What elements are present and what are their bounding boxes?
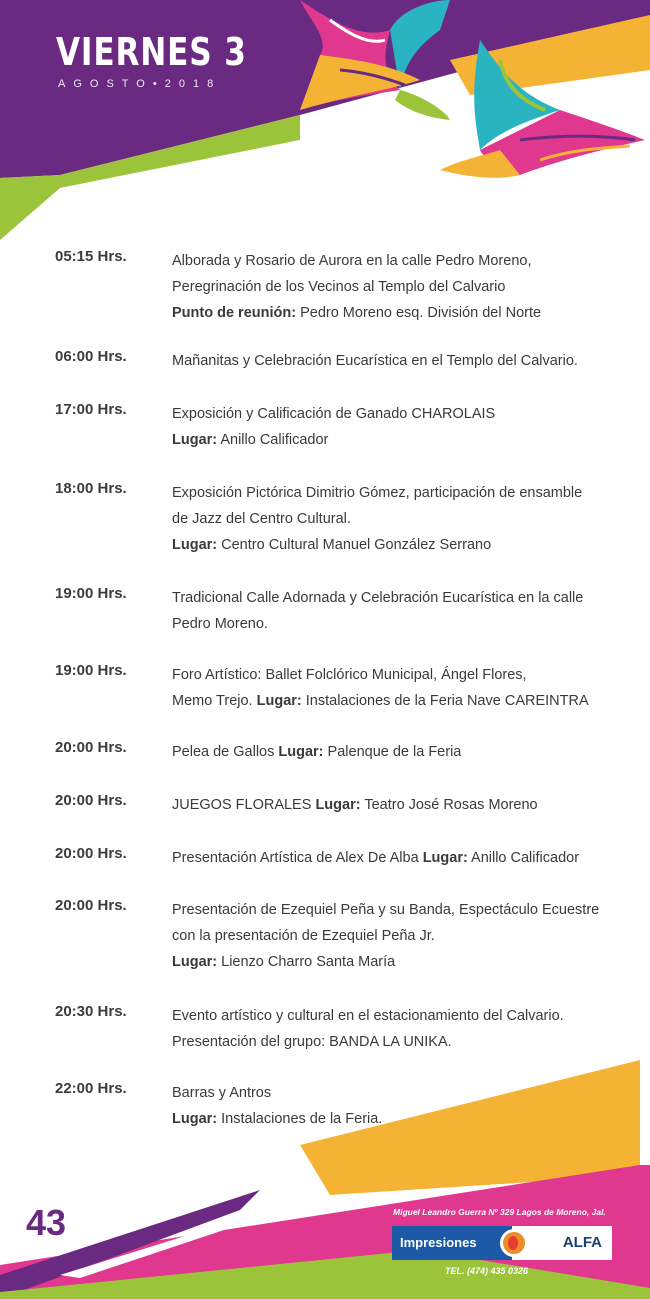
event-description [172, 401, 642, 453]
event-description [172, 845, 642, 871]
event-time: 20:30 Hrs. [55, 1003, 127, 1020]
event-time: 05:15 Hrs. [55, 248, 127, 265]
event-line [172, 1003, 642, 1029]
event-text: Memo Trejo. [172, 693, 253, 709]
event-line [172, 274, 642, 300]
event-description [172, 348, 642, 374]
event-text: Instalaciones de la Feria Nave CAREINTRA [305, 693, 589, 709]
event-time: 20:00 Hrs. [55, 845, 127, 862]
event-line [172, 348, 642, 374]
event-line [172, 845, 642, 871]
event-text: Anillo Calificador [220, 432, 329, 448]
sponsor-address: Miguel Leandro Guerra Nº 329 Lagos de Moreno, Jal. [393, 1207, 606, 1217]
event-time: 20:00 Hrs. [55, 739, 127, 756]
event-text: Exposición Pictórica Dimitrio Gómez, participación de ensamble [172, 485, 583, 501]
event-label: Lugar: [172, 954, 218, 970]
page-number: 43 [26, 1202, 67, 1243]
event-text: Exposición y Calificación de Ganado CHAROLAIS [172, 406, 496, 422]
event-text: Barras y Antros [172, 1085, 272, 1101]
event-text: Presentación del grupo: BANDA LA UNIKA. [172, 1034, 452, 1050]
event-description [172, 585, 642, 637]
logo-left-text: Impresiones [392, 1226, 512, 1260]
event-text: Pedro Moreno. [172, 616, 268, 632]
event-text: Evento artístico y cultural en el estacionamiento del Calvario. [172, 1008, 564, 1024]
event-time: 19:00 Hrs. [55, 662, 127, 679]
event-text: Palenque de la Feria [327, 744, 462, 760]
event-text: Tradicional Calle Adornada y Celebración Eucarística en la calle [172, 590, 584, 606]
header-banner [0, 0, 650, 240]
page-title: VIERNES 3 [56, 30, 247, 74]
event-text: con la presentación de Ezequiel Peña Jr. [172, 928, 435, 944]
event-line [172, 480, 642, 506]
footer-banner [0, 1060, 650, 1299]
event-time: 20:00 Hrs. [55, 897, 127, 914]
event-line [172, 585, 642, 611]
event-line [172, 688, 642, 714]
event-text: Alborada y Rosario de Aurora en la calle Pedro Moreno, [172, 253, 532, 269]
event-time: 19:00 Hrs. [55, 585, 127, 602]
event-line [172, 662, 642, 688]
logo-right-text: ALFA [512, 1226, 612, 1260]
event-line [172, 532, 642, 558]
event-label: Lugar: [315, 797, 361, 813]
event-line [172, 506, 642, 532]
event-description [172, 248, 642, 326]
event-description [172, 662, 642, 714]
event-description [172, 480, 642, 558]
event-time: 20:00 Hrs. [55, 792, 127, 809]
event-text: Presentación de Ezequiel Peña y su Banda, Espectáculo Ecuestre [172, 902, 600, 918]
footer-graphic [0, 1060, 650, 1299]
event-line [172, 611, 642, 637]
event-description [172, 739, 642, 765]
event-line [172, 1029, 642, 1055]
event-line [172, 401, 642, 427]
event-text: Anillo Calificador [471, 850, 580, 866]
event-line [172, 897, 642, 923]
event-label: Lugar: [422, 850, 468, 866]
event-text: Foro Artístico: Ballet Folclórico Municipal, Ángel Flores, [172, 667, 527, 683]
event-text: Mañanitas y Celebración Eucarística en el Templo del Calvario. [172, 353, 578, 369]
event-description [172, 792, 642, 818]
event-line [172, 949, 642, 975]
event-time: 17:00 Hrs. [55, 401, 127, 418]
event-text: Pelea de Gallos [172, 744, 275, 760]
sponsor-phone: TEL. (474) 435 0326 [445, 1266, 529, 1276]
event-time: 22:00 Hrs. [55, 1080, 127, 1097]
event-description [172, 1003, 642, 1055]
event-label: Lugar: [172, 1111, 218, 1127]
event-line [172, 792, 642, 818]
event-text: Lienzo Charro Santa María [221, 954, 396, 970]
event-label: Lugar: [172, 432, 218, 448]
event-text: JUEGOS FLORALES [172, 797, 312, 813]
event-label: Lugar: [172, 537, 218, 553]
event-text: de Jazz del Centro Cultural. [172, 511, 351, 527]
sponsor-logo [392, 1226, 612, 1260]
event-text: Pedro Moreno esq. División del Norte [300, 305, 542, 321]
event-line [172, 739, 642, 765]
event-text: Instalaciones de la Feria. [221, 1111, 383, 1127]
event-text: Centro Cultural Manuel González Serrano [221, 537, 492, 553]
event-label: Lugar: [278, 744, 324, 760]
event-line [172, 427, 642, 453]
event-line [172, 300, 642, 326]
page-subtitle: AGOSTO•2018 [58, 78, 222, 90]
event-text: Peregrinación de los Vecinos al Templo del Calvario [172, 279, 506, 295]
event-line [172, 923, 642, 949]
event-line [172, 248, 642, 274]
event-text: Presentación Artística de Alex De Alba [172, 850, 419, 866]
event-time: 18:00 Hrs. [55, 480, 127, 497]
event-time: 06:00 Hrs. [55, 348, 127, 365]
alfa-logo-icon [500, 1229, 528, 1257]
event-label: Punto de reunión: [172, 305, 297, 321]
event-description [172, 897, 642, 975]
event-label: Lugar: [256, 693, 302, 709]
event-text: Teatro José Rosas Moreno [364, 797, 538, 813]
